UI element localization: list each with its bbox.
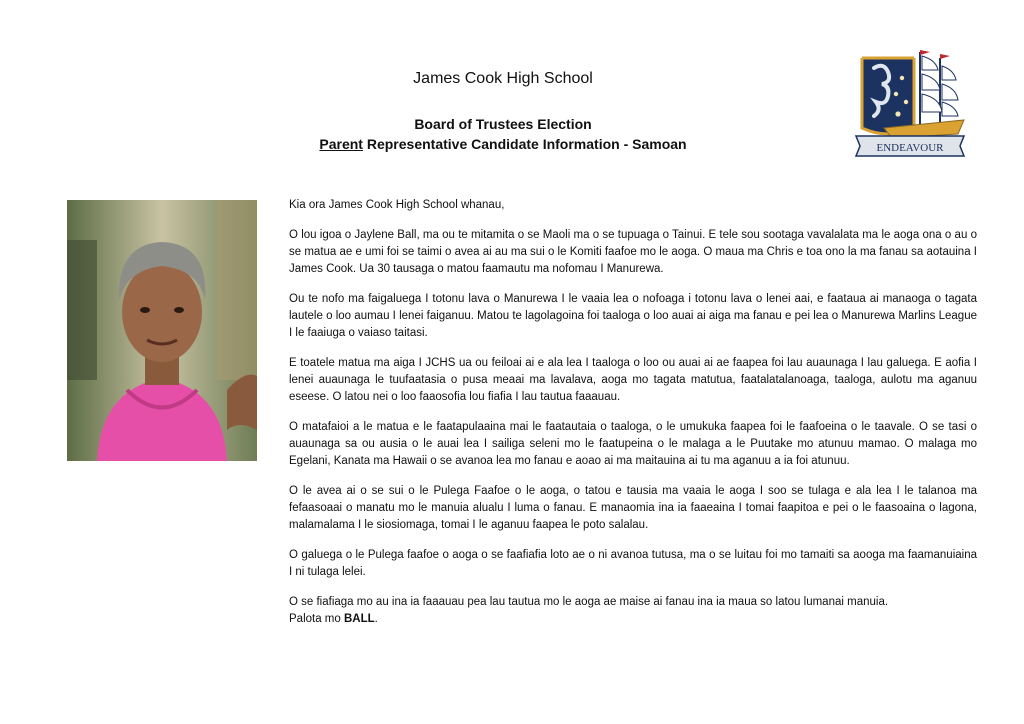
school-logo: [848, 44, 972, 158]
election-title: Board of Trustees Election: [414, 116, 592, 132]
letter-paragraph: Ou te nofo ma faigaluega I totonu lava o Manurewa I le vaaia lea o nofoaga i totonu lava o lenei aai, e faataua ai manaoga o tagata lautele o loo aumau I lenei faiganuu. Matou te lagolagoina foi taaloga o loo auai ai aiga ma fanau e pei lea o Manurewa Marlins League I le faaiuga o vaiaso taitasi.: [289, 293, 977, 339]
closing-paragraph: O se fiafiaga mo au ina ia faaauau pea lau tautua mo le aoga ae maise ai fanau ina ia maua so latou lumanai manuia.: [289, 596, 889, 608]
letter-paragraph: O matafaioi a le matua e le faatapulaaina mai le faatautaia o taaloga, o le umukuka faapea foi le faafoeina o le taavale. O se tasi o auaunaga sa ou ausia o le auai lea I sailiga seleni mo le faatupeina o le malaga a le Puutake mo atunuu mamao. O malaga mo Egelani, Kanata ma Hawaii o se avanoa lea mo fanau e aoao ai ma maitauina ai tu ma aganuu a ia foi atunuu.: [289, 421, 977, 467]
letter-paragraph: O lou igoa o Jaylene Ball, ma ou te mitamita o se Maoli ma o se tupuaga o Tainui. E tele sou sootaga vavalalata ma le aoga ona o au o se matua ae e umi foi se taimi o avea ai au ma sui o le Komiti faafoe mo le aoga. O maua ma Chris e toa ono la ma fanau sa aotauina I James Cook. Ua 30 tausaga o matou faamautu ma nofomau I Manurewa.: [289, 229, 977, 275]
logo-banner-text: ENDEAVOUR: [876, 142, 944, 154]
candidate-surname: BALL: [343, 613, 375, 625]
subtitle-rest: Representative Candidate Information - Samoan: [362, 136, 687, 152]
endeavour-crest-icon: [848, 44, 972, 158]
school-name: James Cook High School: [413, 70, 593, 87]
signoff-suffix: .: [374, 613, 378, 625]
candidate-photo: [67, 200, 257, 461]
greeting: Kia ora James Cook High School whanau,: [289, 199, 505, 211]
signoff: [289, 611, 977, 628]
candidate-portrait-icon: [67, 200, 257, 461]
letter-paragraph: E toatele matua ma aiga I JCHS ua ou feiloai ai e ala lea I taaloga o loo ou auai ai ae faapea foi lau auaunaga I lau galuega. E aofia I lenei auaunaga le tuufaatasia o pusa meaai ma lavalava, aoga mo tagata matutua, faatalatalanoaga, taaloga, aulotu ma aganuu eseese. O latou nei o loo faaosofia lou fiafia I lau tautua faaauau.: [289, 357, 977, 403]
signoff-prefix: Palota mo: [289, 613, 344, 625]
subtitle-emphasis: Parent: [319, 136, 363, 152]
letter-paragraph: O galuega o le Pulega faafoe o aoga o se faafiafia loto ae o ni avanoa tutusa, ma o se luitau foi mo tamaiti sa aooga ma faamanuiaina I ni tulaga lelei.: [289, 549, 977, 578]
letter-paragraph: O le avea ai o se sui o le Pulega Faafoe o le aoga, o tatou e tausia ma vaaia le aoga I soo se tulaga e ala lea I le talanoa ma fefaasoaai o manatu mo le manuia alualu I luma o fanau. E manaomia ina ia faaeaina I tomai faapitoa e pei o le faasoaina o lagona, malamalama I le siosiomaga, tomai I le aganuu faapea le poto salalau.: [289, 485, 977, 531]
candidate-letter: [289, 197, 977, 641]
